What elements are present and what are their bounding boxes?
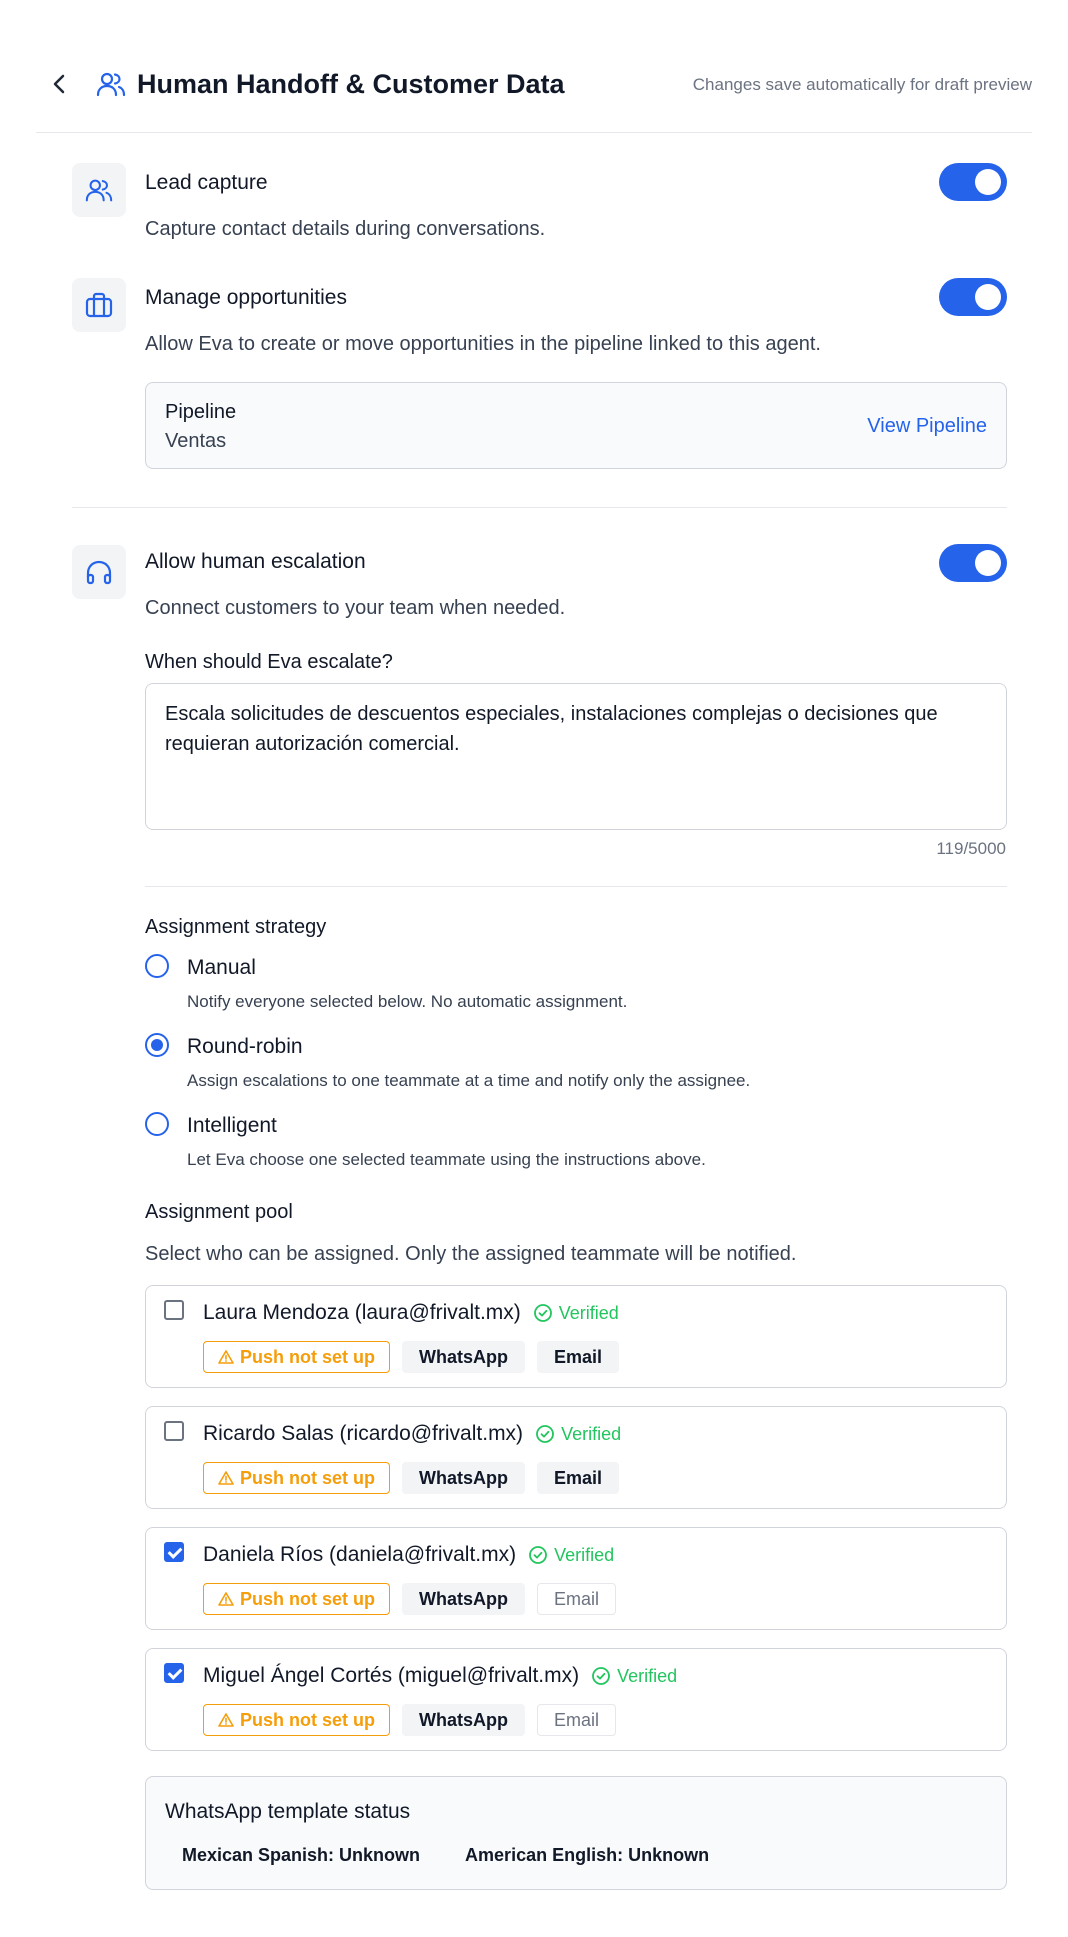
whatsapp-template-title: WhatsApp template status [165, 1800, 411, 1823]
opportunities-title: Manage opportunities [145, 286, 347, 309]
verified-label: Verified [554, 1545, 615, 1565]
member-checkbox[interactable] [164, 1542, 184, 1562]
check-circle-icon [535, 1424, 555, 1444]
email-channel-chip[interactable]: Email [537, 1341, 619, 1373]
escalation-title: Allow human escalation [145, 550, 366, 573]
page-title: Human Handoff & Customer Data [137, 69, 565, 99]
member-name: Laura Mendoza (laura@frivalt.mx) [203, 1301, 521, 1324]
push-not-set-up-badge[interactable] [203, 1462, 390, 1494]
template-status-spanish: Mexican Spanish: Unknown [182, 1845, 421, 1865]
strategy-divider [145, 886, 1007, 887]
strategy-label: Assignment strategy [145, 916, 327, 938]
radio-round-robin-label: Round-robin [187, 1035, 303, 1058]
member-name-row [203, 1421, 621, 1447]
view-pipeline-link[interactable]: View Pipeline [867, 415, 987, 437]
member-name: Ricardo Salas (ricardo@frivalt.mx) [203, 1422, 524, 1445]
push-label: Push not set up [240, 1347, 375, 1367]
whatsapp-channel-chip[interactable]: WhatsApp [402, 1704, 525, 1736]
pool-member-card [145, 1648, 1007, 1751]
pool-description: Select who can be assigned. Only the assigned teammate will be notified. [145, 1243, 797, 1265]
lead-capture-description: Capture contact details during conversations. [145, 218, 546, 240]
opportunities-description: Allow Eva to create or move opportunities in the pipeline linked to this agent. [145, 333, 821, 355]
section-divider [72, 507, 1007, 508]
pipeline-label: Pipeline [165, 401, 237, 423]
template-status-english: American English: Unknown [465, 1845, 710, 1865]
pool-label: Assignment pool [145, 1201, 293, 1223]
escalation-question-label: When should Eva escalate? [145, 651, 393, 673]
push-label: Push not set up [240, 1710, 375, 1730]
verified-label: Verified [558, 1303, 619, 1323]
email-channel-chip[interactable]: Email [537, 1704, 616, 1736]
radio-manual[interactable] [145, 954, 169, 978]
warning-icon [218, 1712, 234, 1728]
radio-intelligent-label: Intelligent [187, 1114, 277, 1137]
headphones-icon [84, 557, 114, 587]
lead-capture-toggle[interactable] [939, 163, 1007, 201]
chevron-left-icon [48, 68, 72, 100]
verified-label: Verified [617, 1666, 678, 1686]
pool-member-card [145, 1406, 1007, 1509]
radio-intelligent-description: Let Eva choose one selected teammate using the instructions above. [187, 1150, 706, 1169]
pool-member-card [145, 1527, 1007, 1630]
pool-member-card [145, 1285, 1007, 1388]
member-checkbox[interactable] [164, 1300, 184, 1320]
radio-manual-label: Manual [187, 956, 256, 979]
member-checkbox[interactable] [164, 1663, 184, 1683]
briefcase-icon [84, 290, 114, 320]
opportunities-toggle[interactable] [939, 278, 1007, 316]
check-circle-icon [528, 1545, 548, 1565]
email-channel-chip[interactable]: Email [537, 1583, 616, 1615]
push-not-set-up-badge[interactable] [203, 1341, 390, 1373]
member-name-row [203, 1542, 614, 1568]
member-name: Daniela Ríos (daniela@frivalt.mx) [203, 1543, 517, 1566]
push-label: Push not set up [240, 1468, 375, 1488]
opportunities-icon-box [72, 278, 126, 332]
pipeline-card [145, 382, 1007, 469]
lead-capture-title: Lead capture [145, 171, 268, 194]
escalation-description: Connect customers to your team when needed. [145, 597, 566, 619]
users-icon [84, 175, 114, 205]
character-counter: 119/5000 [936, 839, 1006, 858]
warning-icon [218, 1470, 234, 1486]
verified-badge [535, 1421, 621, 1447]
check-circle-icon [591, 1666, 611, 1686]
email-channel-chip[interactable]: Email [537, 1462, 619, 1494]
escalation-icon-box [72, 545, 126, 599]
member-name-row [203, 1663, 677, 1689]
back-button[interactable] [48, 68, 72, 100]
escalation-toggle[interactable] [939, 544, 1007, 582]
whatsapp-channel-chip[interactable]: WhatsApp [402, 1462, 525, 1494]
member-name-row [203, 1300, 619, 1326]
radio-manual-description: Notify everyone selected below. No automatic assignment. [187, 992, 628, 1011]
push-label: Push not set up [240, 1589, 375, 1609]
whatsapp-template-status-card [145, 1776, 1007, 1890]
pipeline-value: Ventas [165, 430, 227, 452]
verified-badge [528, 1542, 614, 1568]
whatsapp-channel-chip[interactable]: WhatsApp [402, 1583, 525, 1615]
whatsapp-channel-chip[interactable]: WhatsApp [402, 1341, 525, 1373]
escalation-instructions-input[interactable]: Escala solicitudes de descuentos especiales, instalaciones complejas o decisiones que requieran autorización comercial. [145, 683, 1007, 830]
radio-round-robin[interactable] [145, 1033, 169, 1057]
member-name: Miguel Ángel Cortés (miguel@frivalt.mx) [203, 1664, 580, 1687]
check-circle-icon [533, 1303, 553, 1323]
push-not-set-up-badge[interactable] [203, 1704, 390, 1736]
verified-label: Verified [561, 1424, 622, 1444]
autosave-note: Changes save automatically for draft preview [692, 75, 1032, 94]
warning-icon [218, 1591, 234, 1607]
radio-round-robin-description: Assign escalations to one teammate at a time and notify only the assignee. [187, 1071, 751, 1090]
verified-badge [533, 1300, 619, 1326]
warning-icon [218, 1349, 234, 1365]
lead-capture-icon-box [72, 163, 126, 217]
users-icon [96, 68, 126, 100]
verified-badge [591, 1663, 677, 1689]
radio-intelligent[interactable] [145, 1112, 169, 1136]
member-checkbox[interactable] [164, 1421, 184, 1441]
push-not-set-up-badge[interactable] [203, 1583, 390, 1615]
